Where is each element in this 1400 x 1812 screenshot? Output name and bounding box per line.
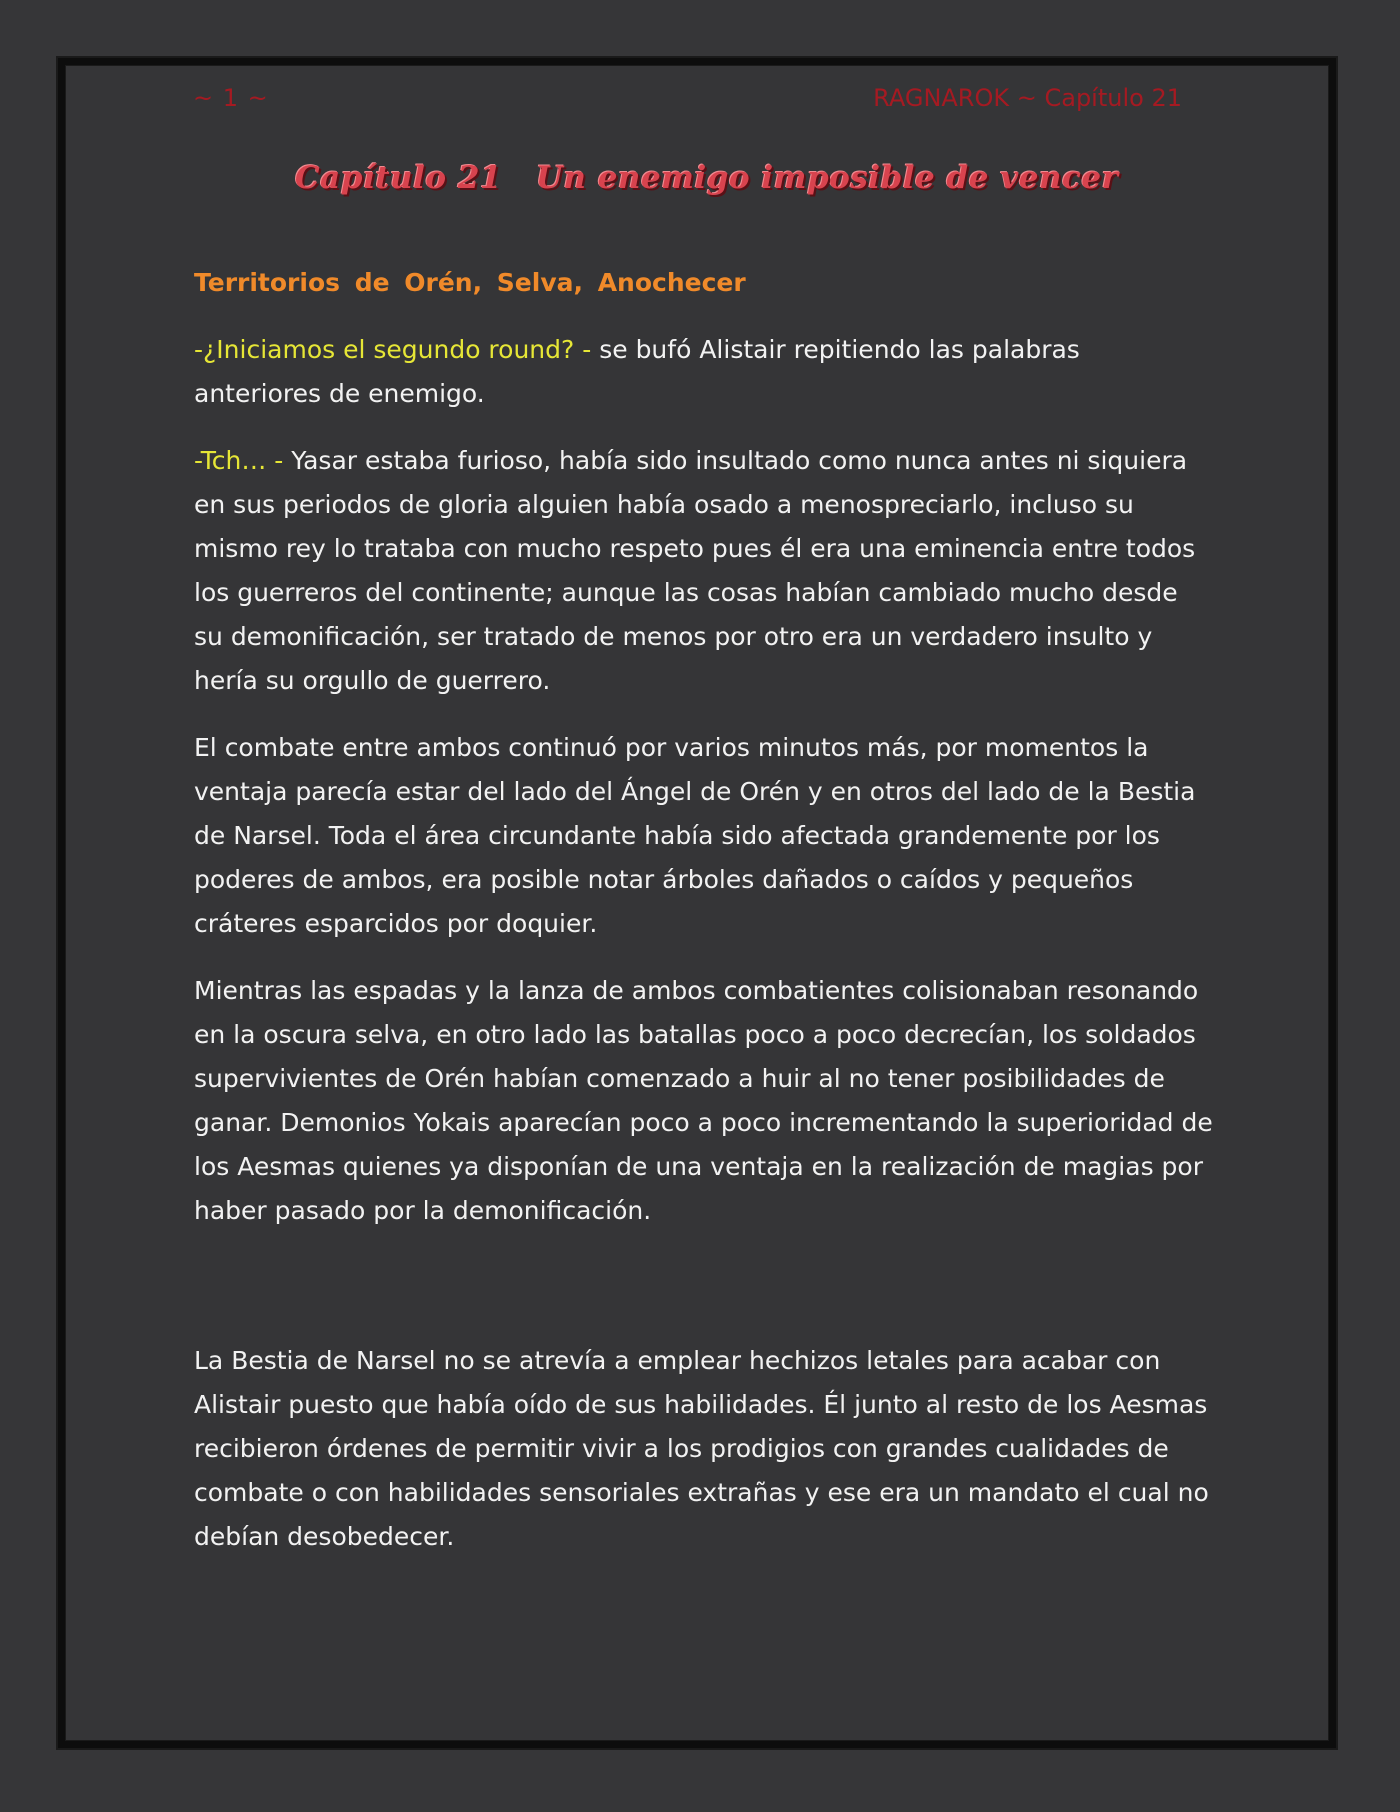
dialogue-line: -Tch… - <box>194 446 292 475</box>
narration: se bufó Alistair repitiendo las palabras anteriores de enemigo. <box>194 335 1080 408</box>
paragraph-2 <box>194 439 1214 703</box>
paragraph-gap <box>194 1256 1214 1339</box>
chapter-body <box>194 261 1214 1582</box>
dialogue-line: -¿Iniciamos el segundo round? - <box>194 335 592 364</box>
paragraph-5: La Bestia de Narsel no se atrevía a emplear hechizos letales para acabar con Alistair puesto que había oído de sus habilidades. Él junto al resto de los Aesmas recibieron órdenes de permitir vivir a los prodigios con grandes cualidades de combate o con habilidades sensoriales extrañas y ese era un mandato el cual no debían desobedecer. <box>194 1346 1209 1551</box>
chapter-title: Capítulo 21 Un enemigo imposible de vencer <box>295 160 1119 196</box>
scene-location: Territorios de Orén, Selva, Anochecer <box>194 268 746 297</box>
paragraph-4: Mientras las espadas y la lanza de ambos combatientes colisionaban resonando en la oscura selva, en otro lado las batallas poco a poco decrecían, los soldados supervivientes de Orén habían comenzado a huir al no tener posibilidades de ganar. Demonios Yokais aparecían poco a poco incrementando la superioridad de los Aesmas quienes ya disponían de una ventaja en la realización de magias por haber pasado por la demonificación. <box>194 976 1213 1225</box>
paragraph-1 <box>194 328 1214 416</box>
page-number: ~ 1 ~ <box>193 84 269 112</box>
narration: Yasar estaba furioso, había sido insultado como nunca antes ni siquiera en sus periodos de gloria alguien había osado a menospreciarlo, incluso su mismo rey lo trataba con mucho respeto pues él era una eminencia entre todos los guerreros del continente; aunque las cosas habían cambiado mucho desde su demonificación, ser tratado de menos por otro era un verdadero insulto y hería su orgullo de guerrero. <box>194 446 1196 695</box>
paragraph-3: El combate entre ambos continuó por varios minutos más, por momentos la ventaja parecía estar del lado del Ángel de Orén y en otros del lado de la Bestia de Narsel. Toda el área circundante había sido afectada grandemente por los poderes de ambos, era posible notar árboles dañados o caídos y pequeños cráteres esparcidos por doquier. <box>194 733 1196 938</box>
running-header: RAGNAROK ~ Capítulo 21 <box>873 84 1182 112</box>
